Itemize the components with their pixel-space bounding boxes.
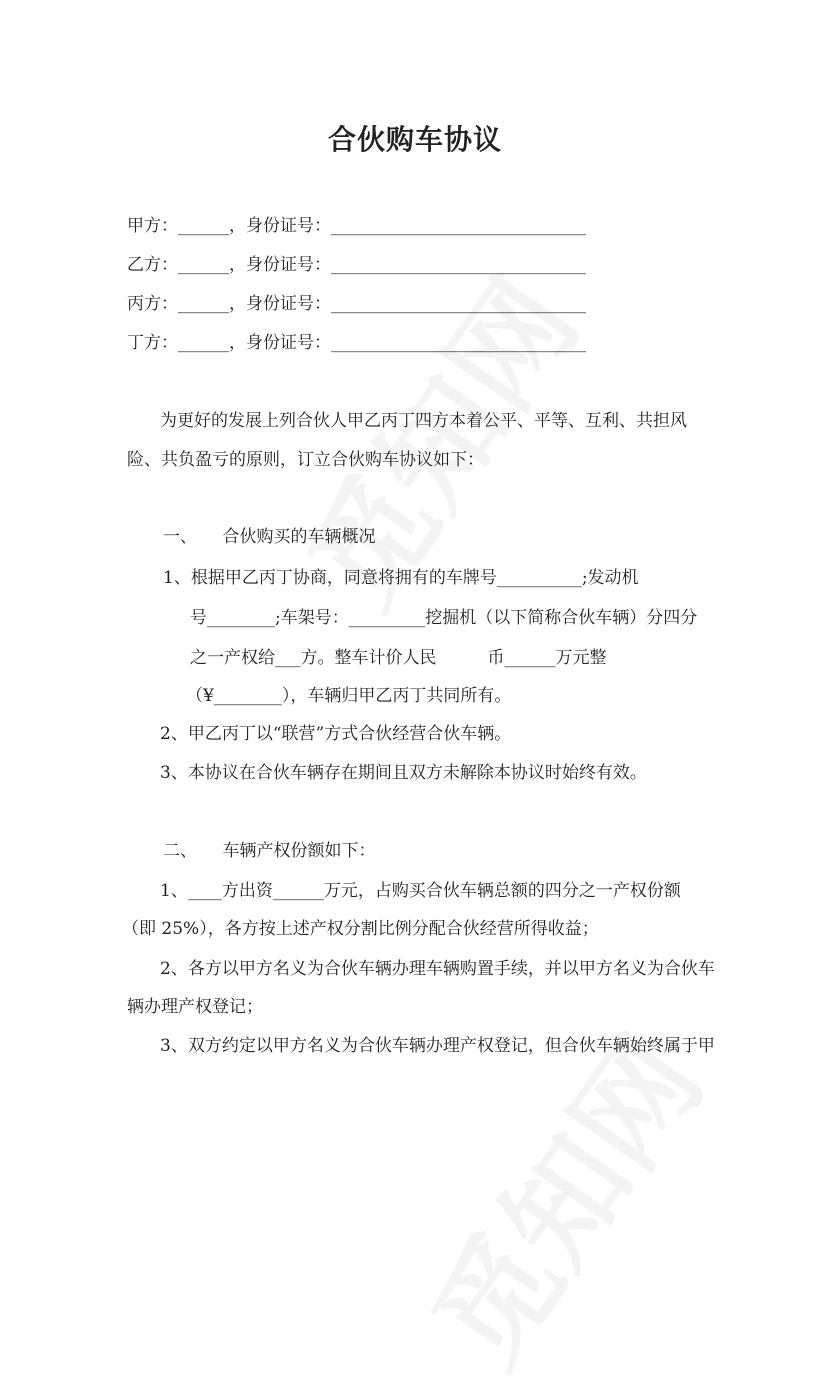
- clause-line: 3、双方约定以甲方名义为合伙车辆办理产权登记，但合伙车辆始终属于甲: [160, 1036, 715, 1056]
- clause-line: 1、根据甲乙丙丁协商，同意将拥有的车牌号__________;发动机: [163, 568, 639, 588]
- party-line: 丁方：______，身份证号：______________________________: [127, 333, 586, 353]
- clause-line: 1、____方出资______万元，占购买合伙车辆总额的四分之一产权份额: [160, 881, 681, 901]
- watermark: [386, 999, 733, 1393]
- clause-line: （¥________），车辆归甲乙丙丁共同所有。: [186, 686, 512, 706]
- party-line: 甲方：______，身份证号：______________________________: [127, 216, 586, 236]
- section-heading: 二、 车辆产权份额如下：: [163, 841, 376, 861]
- party-line: 乙方：______，身份证号：______________________________: [127, 255, 586, 275]
- clause-line: 辆办理产权登记；: [127, 997, 263, 1017]
- document-title: 合伙购车协议: [327, 123, 502, 156]
- clause-line: 3、本协议在合伙车辆存在期间且双方未解除本协议时始终有效。: [160, 763, 647, 783]
- clause-line: 之一产权给___方。整车计价人民 币______万元整: [190, 648, 607, 668]
- intro-paragraph-line: 为更好的发展上列合伙人甲乙丙丁四方本着公平、平等、互利、共担风: [160, 411, 687, 431]
- clause-line: 号________;车架号：_________挖掘机（以下简称合伙车辆）分四分: [190, 608, 698, 628]
- clause-line: （即 25%），各方按上述产权分割比例分配合伙经营所得收益；: [122, 919, 599, 939]
- section-heading: 一、 合伙购买的车辆概况: [163, 527, 376, 547]
- intro-paragraph-line: 险、共负盈亏的原则，订立合伙购车协议如下：: [127, 450, 484, 470]
- party-line: 丙方：______，身份证号：______________________________: [127, 294, 586, 314]
- clause-line: 2、各方以甲方名义为合伙车辆办理车辆购置手续，并以甲方名义为合伙车: [160, 959, 715, 979]
- clause-line: 2、甲乙丙丁以“联营”方式合伙经营合伙车辆。: [160, 724, 512, 744]
